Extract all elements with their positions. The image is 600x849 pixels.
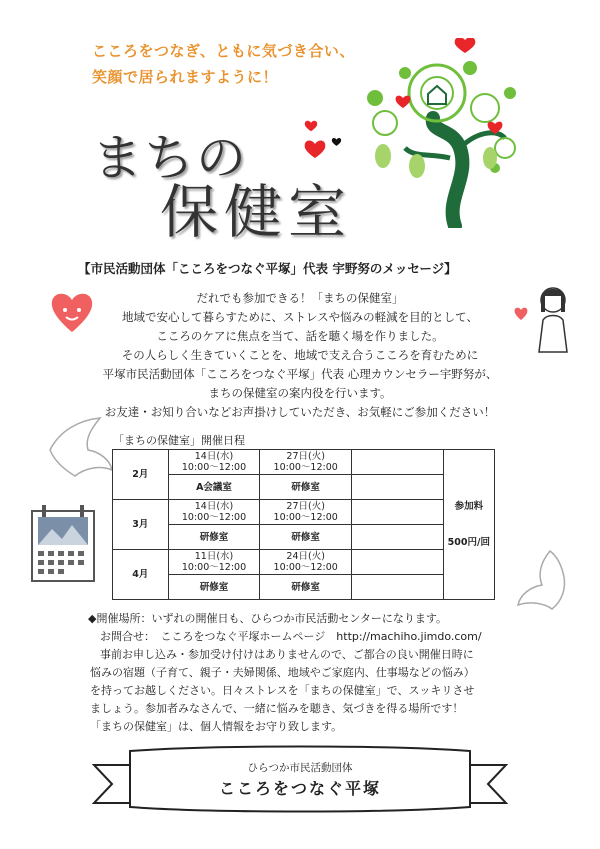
message-line: 平塚市民活動団体「こころをつなぐ平塚」代表 心理カウンセラー宇野努が、 [102, 367, 498, 381]
room-cell: 研修室 [260, 475, 352, 500]
message-line: まちの保健室の案内役を行います。 [208, 386, 392, 400]
title-machi: まちの [92, 129, 248, 187]
empty-cell [352, 575, 444, 600]
banner-subtitle: ひらつか市民活動団体 [247, 762, 353, 774]
schedule-title: 「まちの保健室」開催日程 [113, 434, 245, 447]
date-cell: 14日(水) 10:00～12:00 [168, 450, 260, 475]
room-cell: 研修室 [260, 575, 352, 600]
tagline-line2: 笑顔で居られますように！ [92, 68, 279, 86]
empty-cell [352, 550, 444, 575]
fee-label: 参加料 [454, 500, 484, 512]
dove-left-icon [40, 410, 120, 490]
message-line: こころのケアに焦点を当て、話を聴く場を作りました。 [156, 329, 444, 343]
message-header: 【市民活動団体「こころをつなぐ平塚」代表 宇野努のメッセージ】 [78, 261, 457, 276]
body-note-line: を持ってお越しください。日々ストレスを「まちの保健室」で、スッキリさせ [90, 684, 475, 697]
body-note-line: ましょう。参加者みなさんで、一緒に悩みを聴き、気づきを得る場所です！ [90, 702, 464, 715]
calendar-icon [28, 503, 98, 583]
date-cell: 11日(水) 10:00～12:00 [168, 550, 260, 575]
fee-cell [443, 450, 494, 600]
month-cell: 4月 [113, 550, 169, 600]
room-cell: 研修室 [260, 525, 352, 550]
date-cell: 24日(火) 10:00～12:00 [260, 550, 352, 575]
body-note-line: 事前お申し込み・参加受け付けはありませんので、ご都合の良い開催日時に [100, 648, 474, 661]
message-line: お友達・お知り合いなどお声掛けしていただき、お気軽にご参加ください！ [104, 405, 496, 419]
empty-cell [352, 450, 444, 475]
fee-amount: 500円/回 [447, 536, 490, 548]
tree-illustration-icon [345, 38, 535, 228]
body-note-line: 悩みの宿題（子育て、親子・夫婦関係、地域やご家庭内、仕事場などの悩み） [90, 666, 475, 679]
body-note-line: 「まちの保健室」は、個人情報をお守り致します。 [90, 720, 343, 733]
date-cell: 27日(火) 10:00～12:00 [260, 450, 352, 475]
empty-cell [352, 500, 444, 525]
hearts-cluster-icon [293, 118, 353, 178]
contact-note: お問合せ： こころをつなぐ平塚ホームページ http://machiho.jimdo.com/ [100, 630, 482, 643]
date-cell: 14日(水) 10:00～12:00 [168, 500, 260, 525]
message-lead: だれでも参加できる！「まちの保健室」 [196, 291, 404, 305]
banner-name: こころをつなぐ平塚 [218, 779, 381, 798]
message-line: その人らしく生きていくことを、地域で支え合うこころを育むために [121, 348, 479, 362]
empty-cell [352, 525, 444, 550]
month-cell: 3月 [113, 500, 169, 550]
schedule-table [112, 449, 495, 600]
dove-right-icon [510, 545, 570, 615]
title-hokenshitsu: 保健室 [160, 178, 353, 246]
room-cell: 研修室 [168, 575, 260, 600]
room-cell: A会議室 [168, 475, 260, 500]
tagline-line1: こころをつなぎ、ともに気づき合い、 [92, 42, 355, 60]
empty-cell [352, 475, 444, 500]
month-cell: 2月 [113, 450, 169, 500]
date-cell: 27日(火) 10:00～12:00 [260, 500, 352, 525]
message-line: 地域で安心して暮らすために、ストレスや悩みの軽減を目的として、 [122, 310, 478, 324]
room-cell: 研修室 [168, 525, 260, 550]
venue-note: ◆開催場所：いずれの開催日も、ひらつか市民活動センターになります。 [88, 612, 448, 625]
